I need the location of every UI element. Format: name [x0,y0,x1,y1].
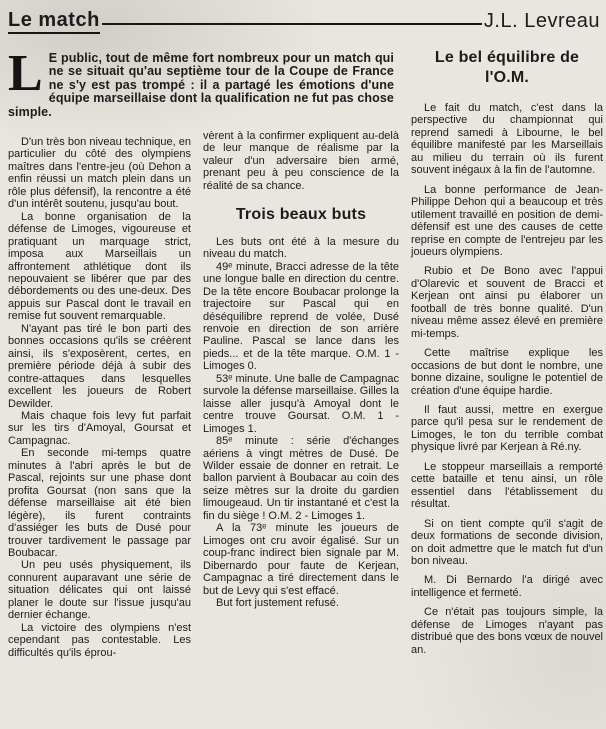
lead-paragraph [8,45,394,119]
paragraph: Un peu usés physiquement, ils connurent auparavant une série de situation délicates qui ont laissé planer le doute sur l'issue jusqu'au dernier échange. [8,559,191,622]
drop-cap: L [8,45,43,102]
paragraph: Les buts ont été à la mesure du niveau du match. [203,235,399,261]
column-right [411,48,603,663]
paragraph: Le stoppeur marseillais a remporté cette bataille et tenu ainsi, un rôle essentiel dans l'établissement du résultat. [411,460,603,511]
paragraph: N'ayant pas tiré le bon parti des bonnes occasions qu'ils se créèrent ainsi, ils s'exposèrent, certes, en première période déjà à subir des contre-attaques dans lesquelles excellent les joueurs de Robert Dewilder. [8,322,191,410]
paragraph: En seconde mi-temps quatre minutes à l'abri après le but de Pascal, rejoints sur une phase dont profita Goursat (non sans que la défense marseillaise ait été bien légère), ils furent contraints d'assiéger les buts de Dusé pour trouver tardivement le passage par Boubacar. [8,447,191,559]
paragraph: 49ᵉ minute, Bracci adresse de la tête une longue balle en direction du centre. De la tête encore Boubacar prolonge la trajectoire sur Pascal qui en déséquilibre reprend de volée, Dusé renvoie en direction de son arrière Pauline. Pascal se lance dans les pieds... et de la tête marque. O.M. 1 - Limoges 0. [203,260,399,373]
column-left [8,136,191,659]
header-rule [102,23,482,25]
paragraph: La victoire des olympiens n'est cependant pas contestable. Les difficultés qu'ils éprou- [8,621,191,659]
article-masthead [8,6,600,36]
lead-text: E public, tout de même fort nombreux pour un match qui ne se situait qu'au septième tour de la Coupe de France ne s'y est pas trompé : il a partagé les émotions d'une équipe marseillaise dont la qualification ne fut pas chose simple. [8,51,394,119]
subheading-trois-beaux-buts: Trois beaux buts [235,206,367,224]
paragraph: Si on tient compte qu'il s'agit de deux formations de seconde division, on doit admettre que le match fut d'un bon niveau. [411,517,603,567]
sidebar-headline: Le bel équilibre de l'O.M. [434,49,580,86]
section-title: Le match [8,9,100,34]
author-byline: J.L. Levreau [483,9,600,32]
paragraph: Cette maîtrise explique les occasions de but dont le nombre, une bonne dizaine, souligne le potentiel de création d'une équipe hardie. [411,347,603,397]
paragraph: M. Di Bernardo l'a dirigé avec intelligence et fermeté. [411,574,603,599]
paragraph: Il faut aussi, mettre en exergue parce qu'il pesa sur le rendement de Limoges, le ton du terrible combat physique livré par Kerjean à Ré.ny. [411,403,603,454]
paragraph: Rubio et De Bono avec l'appui d'Olarevic et souvent de Bracci et Kerjean ont ainsi pu élaborer un football de très bonne qualité. D'un niveau même assez élevé en première mi-temps. [411,265,603,340]
paragraph: Ce n'était pas toujours simple, la défense de Limoges n'ayant pas distribué que des bons vœux de nouvel an. [411,606,604,656]
paragraph: La bonne performance de Jean-Philippe Dehon qui a beaucoup et très utilement travaillé en position de demi-défensif est une des causes de cette reprise en compte de l'entrejeu par les joueurs olympiens. [411,183,603,258]
paragraph: 53ᵉ minute. Une balle de Campagnac survole la défense marseillaise. Gilles la laisse aller jusqu'à Amoyal dont le centre trouve Goursat. O.M. 1 - Limoges 1. [203,372,399,435]
paragraph: Mais chaque fois levy fut parfait sur les tirs d'Amoyal, Goursat et Campagnac. [8,409,191,447]
paragraph: vèrent à la confirmer expliquent au-delà de leur manque de réalisme par la valeur d'un adversaire bien armé, prenant peu à peu conscience de la réalité de sa chance. [203,130,399,192]
paragraph: A la 73ᵉ minute les joueurs de Limoges ont cru avoir égalisé. Sur un coup-franc indirect bien signale par M. Dibernardo pour faute de Kerjean, Campagnac a tiré directement dans le but de Levy qui s'est effacé. [203,522,399,597]
column-middle [203,130,399,609]
paragraph: La bonne organisation de la défense de Limoges, vigoureuse et pratiquant un marquage strict, imposa aux Marseillais un affrontement athlétique dont ils nepouvaient se libérer que par des débordements ou des une-deux. Des appuis sur Pascal dont le travail en remise fut souvent remarquable. [8,210,191,323]
paragraph: 85ᵉ minute : série d'échanges aériens à vingt mètres de Dusé. De Wilder essaie de donner en retrait. Le ballon parvient à Boubacar au coin des seize mètres sur la droite du gardien limougeaud. Un tir instantané et c'est la fin du siège ! O.M. 2 - Limoges 1. [203,435,399,522]
paragraph: Le fait du match, c'est dans la perspective du championnat qui reprend samedi à Libourne, le bel équilibre manifesté par les Marseillais au milieu du terrain où ils furent souvent inégaux à la fin de l'automne. [411,102,603,177]
paragraph: But fort justement refusé. [216,597,339,609]
paragraph: D'un très bon niveau technique, en particulier du côté des olympiens maîtres dans l'entre-jeu (où Dehon a enfin réussi un match plein dans un rôle plus défensif), la rencontre a été d'un intérêt soutenu, jusqu'au bout. [8,136,191,211]
